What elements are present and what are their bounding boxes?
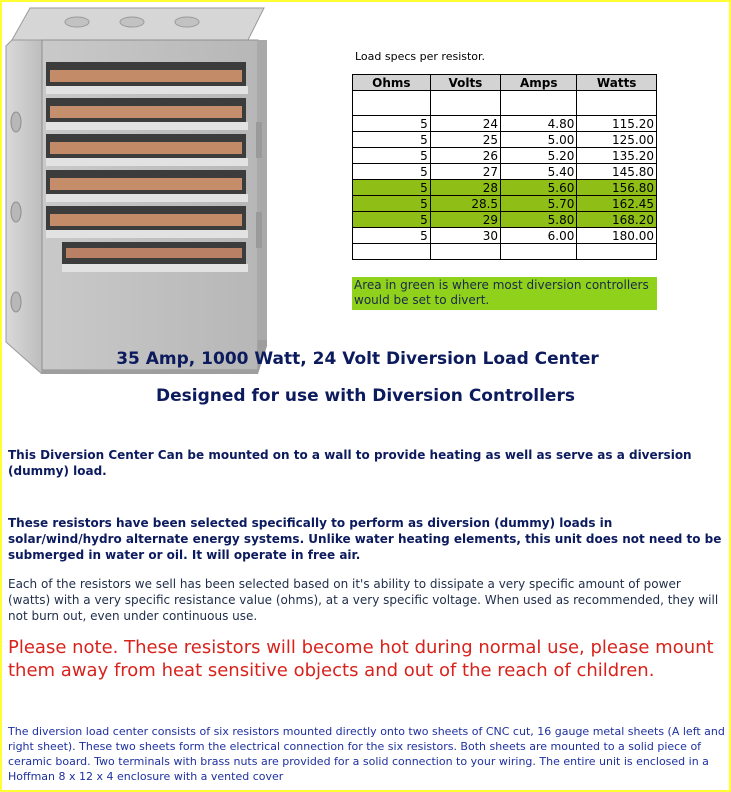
cell-ohms: 5 <box>353 228 431 244</box>
blank-row <box>353 244 657 260</box>
paragraph-construction: The diversion load center consists of six resistors mounted directly onto two sheets of CNC cut, 16 gauge metal sheets (A left and right sheet). These two sheets form the electrical connection for the six resistors. Both sheets are mounted to a solid piece of ceramic board. Two terminals with brass nuts are provided for a solid connection to your wiring. The entire unit is enclosed in a Hoffman 8 x 12 x 4 enclosure with a vented cover <box>8 725 725 783</box>
cell-watts: 162.45 <box>577 196 657 212</box>
cell-amps: 5.00 <box>501 132 577 148</box>
cell-ohms: 5 <box>353 116 431 132</box>
cell-amps: 4.80 <box>501 116 577 132</box>
page <box>2 2 729 790</box>
cell-ohms: 5 <box>353 132 431 148</box>
cell-volts: 26 <box>430 148 500 164</box>
cell-volts: 24 <box>430 116 500 132</box>
cell-watts: 180.00 <box>577 228 657 244</box>
page-subtitle: Designed for use with Diversion Controllers <box>156 386 575 406</box>
cell-watts: 135.20 <box>577 148 657 164</box>
cell-volts: 27 <box>430 164 500 180</box>
spec-table <box>352 74 657 260</box>
warning-note: Please note. These resistors will become hot during normal use, please mount them away from heat sensitive objects and out of the reach of children. <box>8 637 714 681</box>
cell-volts: 28 <box>430 180 500 196</box>
header-watts: Watts <box>577 75 657 91</box>
cell-ohms: 5 <box>353 164 431 180</box>
cell-watts: 115.20 <box>577 116 657 132</box>
cell-amps: 5.60 <box>501 180 577 196</box>
cell-ohms: 5 <box>353 196 431 212</box>
green-area-note: Area in green is where most diversion controllers would be set to divert. <box>352 277 657 310</box>
cell-amps: 5.80 <box>501 212 577 228</box>
cell-amps: 5.20 <box>501 148 577 164</box>
spec-row <box>353 148 657 164</box>
blank-row <box>353 91 657 116</box>
cell-volts: 29 <box>430 212 500 228</box>
spec-row <box>353 132 657 148</box>
spec-row <box>353 228 657 244</box>
spec-row <box>353 164 657 180</box>
cell-watts: 168.20 <box>577 212 657 228</box>
cell-volts: 28.5 <box>430 196 500 212</box>
cell-amps: 5.70 <box>501 196 577 212</box>
cell-amps: 6.00 <box>501 228 577 244</box>
cell-ohms: 5 <box>353 212 431 228</box>
spec-row <box>353 196 657 212</box>
cell-ohms: 5 <box>353 180 431 196</box>
spec-caption: Load specs per resistor. <box>355 50 486 63</box>
spec-row <box>353 212 657 228</box>
header-amps: Amps <box>501 75 577 91</box>
header-volts: Volts <box>430 75 500 91</box>
page-title: 35 Amp, 1000 Watt, 24 Volt Diversion Load Center <box>116 349 599 369</box>
spec-row <box>353 180 657 196</box>
cell-volts: 30 <box>430 228 500 244</box>
spec-body <box>353 91 657 260</box>
cell-ohms: 5 <box>353 148 431 164</box>
cell-volts: 25 <box>430 132 500 148</box>
product-photo <box>2 2 272 374</box>
cell-watts: 145.80 <box>577 164 657 180</box>
paragraph-purpose: These resistors have been selected specifically to perform as diversion (dummy) loads in solar/wind/hydro alternate energy systems. Unlike water heating elements, this unit does not need to be submerged in water or oil. It will operate in free air. <box>8 516 722 562</box>
spec-row <box>353 116 657 132</box>
cell-amps: 5.40 <box>501 164 577 180</box>
header-ohms: Ohms <box>353 75 431 91</box>
cell-watts: 125.00 <box>577 132 657 148</box>
spec-header-row <box>353 75 657 91</box>
paragraph-mounting: This Diversion Center Can be mounted on to a wall to provide heating as well as serve as a diversion (dummy) load. <box>8 448 692 478</box>
paragraph-resistor-selection: Each of the resistors we sell has been selected based on it's ability to dissipate a very specific amount of power (watts) with a very specific resistance value (ohms), at a very specific voltage. When used as recommended, they will not burn out, even under continuous use. <box>8 577 719 623</box>
cell-watts: 156.80 <box>577 180 657 196</box>
